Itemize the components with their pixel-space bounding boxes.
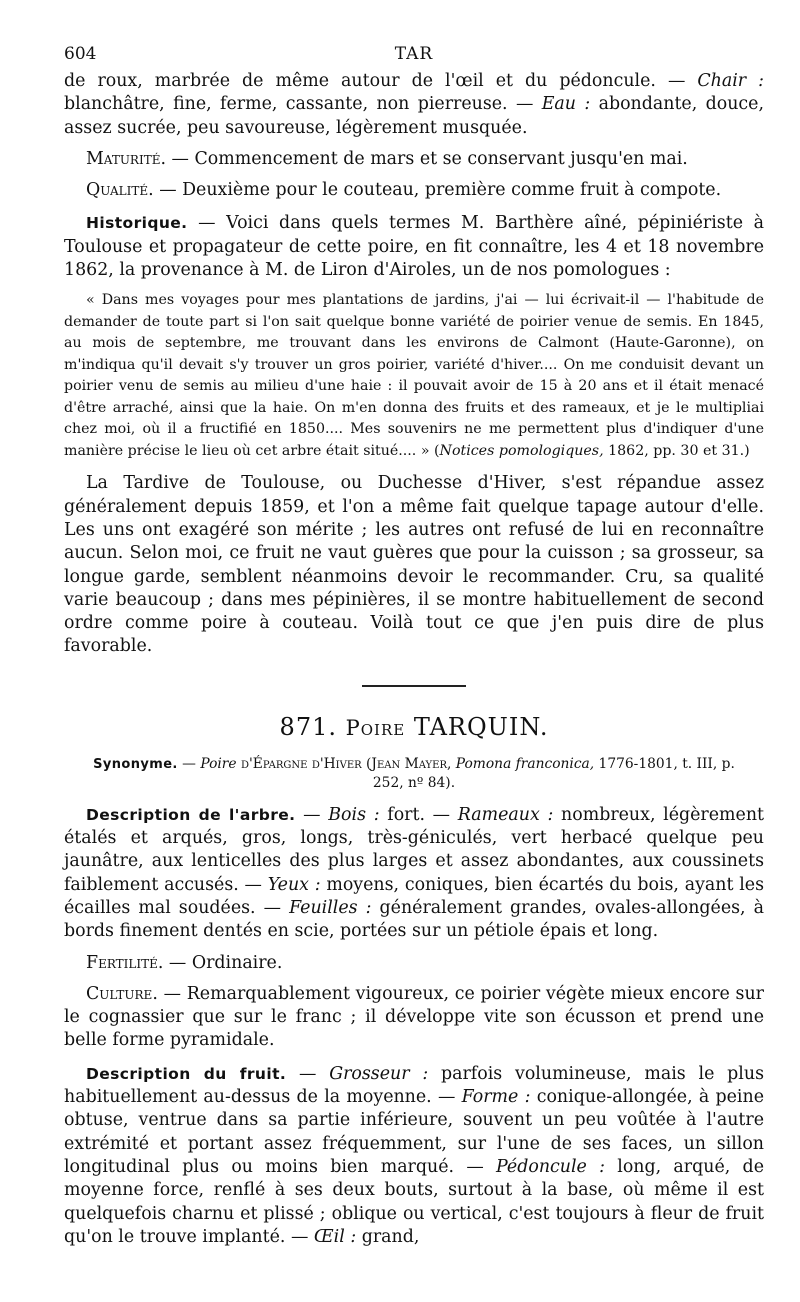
text-run: généralement grandes, ovales-allongées, à bords finement dentés en scie, portées sur un pétiole épais et long. [64,897,764,942]
qualite-text: — Deuxième pour le couteau, première comme fruit à compote. [153,180,722,201]
fruit-description-continued [64,70,764,140]
book-page [64,44,764,1249]
fertilite-text: — Ordinaire. [163,952,283,973]
maturite-label: Maturité. [86,148,167,169]
text-run: grand, [356,1226,420,1247]
bois-label: Bois : [328,804,380,825]
text-run: blanchâtre, fine, ferme, cassante, non pierreuse. — [64,94,542,115]
forme-label: Forme : [461,1087,531,1108]
fruit-label: Description du fruit. [86,1064,287,1083]
tardive-paragraph: La Tardive de Toulouse, ou Duchesse d'Hiver, s'est répandue assez généralement depuis 1859, et l'on a même fait quelque tapage autour d'elle. Les uns ont exagéré son mérite ; les autres ont refusé de lui en reconnaître aucun. Selon moi, ce fruit ne vaut guères que pour la cuisson ; sa grosseur, sa longue garde, semblent néanmoins devoir le recommander. Cru, sa qualité varie beaucoup ; dans mes pépinières, il se montre habituellement de second ordre comme poire à couteau. Voilà tout ce que j'en puis dire de plus favorable. [64,473,764,657]
text-run: moyens, coniques, bien écartés du bois, ayant les écailles mal soudées. — [64,874,765,918]
qualite-label: Qualité. [86,180,154,201]
section-divider [362,685,466,687]
oeil-label: Œil : [313,1226,357,1247]
historique-text: — Voici dans quels termes M. Barthère aîné, pépiniériste à Toulouse et propagateur de cette poire, en fit connaître, les 4 et 18 novembre 1862, la provenance à M. de Liron d'Airoles, un de nos pomologues : [64,213,764,281]
text-run: abondante, douce, assez sucrée, peu savoureuse, légèrement musquée. [64,94,764,138]
section-number: 871. [279,712,337,741]
eau-label: Eau : [541,94,591,115]
text-run: — [295,804,329,825]
historique-label: Historique. [86,214,188,233]
fertilite-label: Fertilité. [86,952,164,973]
section-poire: Poire [345,715,406,740]
text-run: Poire [200,755,237,772]
yeux-label: Yeux : [267,874,321,895]
pedoncule-label: Pédoncule : [496,1156,605,1177]
synonyme-paragraph [64,755,764,794]
text-run: parfois volumineuse, mais le plus habituellement au-dessus de la moyenne. — [64,1063,764,1108]
culture-text: — Remarquablement vigoureux, ce poirier végète mieux encore sur le cognassier que sur le franc ; il développe vite son écusson et prend une belle forme pyramidale. [64,983,764,1051]
quote-text: « Dans mes voyages pour mes plantations de jardins, j'ai — lui écrivait-il — l'habitude de demander de toute part si l'on sait quelque bonne variété de poirier venue de semis. En 1845, au mois de septembre, me trouvant dans les environs de Calmont (Haute-Garonne), on m'indiqua qu'il devait s'y trouver un gros poirier, variété d'hiver.... On me conduisit devant un poirier venu de semis au milieu d'une haie : il pouvait avoir de 15 à 20 ans et il était menacé d'être arraché, ainsi que la haie. On m'en donna des fruits et des rameaux, et je le multipliai chez moi, où il a fructifié en 1850.... Mes souvenirs ne me permettent plus d'indiquer d'une manière précise le lieu où cet arbre était situé.... » ( [64,292,764,459]
culture-paragraph [64,983,764,1053]
qualite-paragraph [64,179,764,202]
quote-paragraph [64,290,764,462]
arbre-paragraph [64,804,764,944]
text-run: 1776-1801, t. III, p. 252, nº 84). [372,755,735,792]
text-run: conique-allongée, à peine obtuse, ventrue dans sa partie inférieure, souvent un peu voûtée à l'autre extrémité et portant assez fréquemment, sur l'une de ses faces, un sillon longitudinal plus ou moins bien marqué. — [64,1087,764,1177]
chair-label: Chair : [697,71,765,91]
page-number: 604 [64,44,97,64]
text-run: — [286,1063,330,1084]
maturite-paragraph [64,148,764,171]
arbre-label: Description de l'arbre. [86,805,296,824]
fertilite-paragraph [64,952,764,975]
quote-source: Notices pomologiques, [439,442,604,459]
text-run: — [177,755,201,772]
historique-paragraph [64,212,764,282]
culture-label: Culture. [86,983,158,1004]
fruit-paragraph [64,1063,764,1249]
running-title: TAR [394,44,434,64]
section-name: TARQUIN. [413,712,549,741]
page-header [64,44,764,70]
quote-tail: 1862, pp. 30 et 31.) [603,442,750,459]
section-title [64,713,764,741]
synonyme-label: Synonyme. [93,756,178,772]
text-run: fort. — [379,804,458,825]
grosseur-label: Grosseur : [329,1063,429,1084]
maturite-text: — Commencement de mars et se conservant jusqu'en mai. [166,148,688,169]
text-run: d'Épargne d'Hiver (Jean Mayer, [236,755,456,772]
text-run: de roux, marbrée de même autour de l'œil et du pédoncule. — [64,71,698,91]
text-run: Pomona franconica, [455,755,595,772]
text-run: long, arqué, de moyenne force, renflé à ses deux bouts, surtout à la base, où même il est quelquefois charnu et plissé ; oblique ou vertical, c'est toujours à fleur de fruit qu'on le trouve implanté. — [64,1156,764,1247]
rameaux-label: Rameaux : [457,804,554,825]
feuilles-label: Feuilles : [289,897,372,918]
text-run: nombreux, légèrement étalés et arqués, gros, longs, très-géniculés, vert herbacé quelque peu jaunâtre, aux lenticelles des plus larges et assez abondantes, aux coussinets faiblement accusés. — [64,804,765,895]
